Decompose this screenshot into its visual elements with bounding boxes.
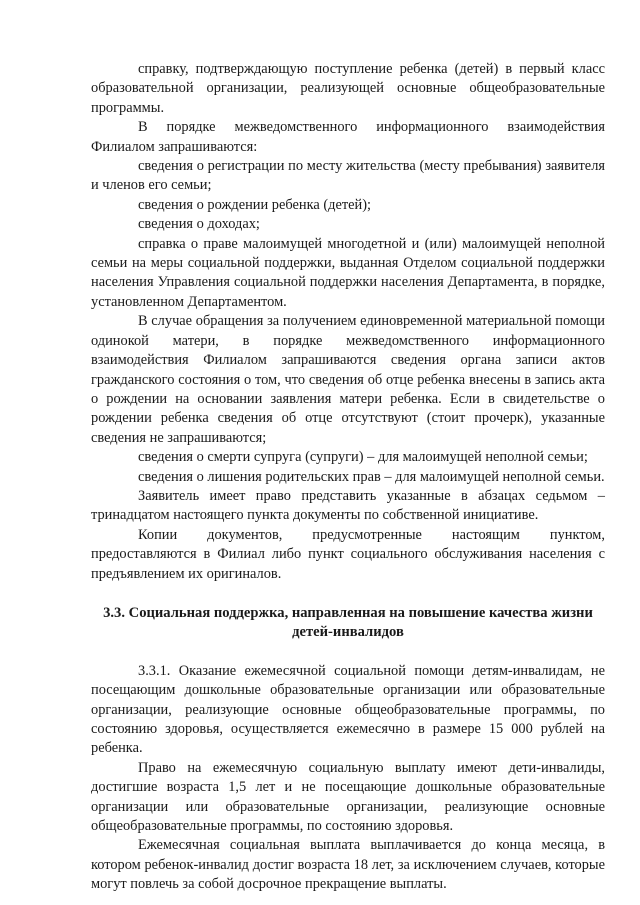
paragraph: Право на ежемесячную социальную выплату имеют дети-инвалиды, достигшие возраста 1,5 лет и не посещающие дошкольные образовательные организации или образовательные организации, реализующие основные общеобразовательные программы, по состоянию здоровья. — [91, 759, 605, 835]
paragraph: Копии документов, предусмотренные настоящим пунктом, предоставляются в Филиал либо пункт социального обслуживания населения с предъявлением их оригиналов. — [91, 526, 605, 582]
document-body — [91, 60, 605, 895]
paragraph: сведения о регистрации по месту жительства (месту пребывания) заявителя и членов его семьи; — [91, 158, 605, 194]
paragraph: справка о праве малоимущей многодетной и (или) малоимущей неполной семьи на меры социальной поддержки, выданная Отделом социальной поддержки населения Управления социальной поддержки населения Департамента, в порядке, установленном Департаментом. — [91, 235, 605, 310]
paragraph: сведения о смерти супруга (супруги) – для малоимущей неполной семьи; — [138, 449, 588, 466]
paragraph: сведения о рождении ребенка (детей); — [138, 196, 372, 213]
paragraph: сведения о лишения родительских прав – для малоимущей неполной семьи. — [138, 468, 605, 485]
section-heading: 3.3. Социальная поддержка, направленная на повышение качества жизни детей-инвалидов — [103, 604, 593, 641]
paragraph: Ежемесячная социальная выплата выплачивается до конца месяца, в котором ребенок-инвалид достиг возраста 18 лет, за исключением случаев, которые могут повлечь за собой досрочное прекращение выплаты. — [91, 837, 605, 893]
paragraph: В случае обращения за получением единовременной материальной помощи одинокой матери, в порядке межведомственного информационного взаимодействия Филиалом запрашиваются сведения органа записи актов гражданского состояния о том, что сведения об отце ребенка внесены в запись акта о рождении на основании заявления матери ребенка. Если в свидетельстве о рождении ребенка сведения об отце отсутствуют (стоит прочерк), указанные сведения не запрашиваются; — [91, 313, 605, 446]
paragraph: Заявитель имеет право представить указанные в абзацах седьмом – тринадцатом настоящего пункта документы по собственной инициативе. — [91, 487, 605, 524]
paragraph: В порядке межведомственного информационного взаимодействия Филиалом запрашиваются: — [91, 119, 605, 155]
paragraph: 3.3.1. Оказание ежемесячной социальной помощи детям-инвалидам, не посещающим дошкольные образовательные организации или образовательные организации, реализующие основные общеобразовательные программы, по состоянию здоровья, осуществляется ежемесячно в размере 15 000 рублей на ребенка. — [91, 662, 605, 757]
paragraph: сведения о доходах; — [138, 216, 260, 233]
paragraph: справку, подтверждающую поступление ребенка (детей) в первый класс образовательной организации, реализующей основные общеобразовательные программы. — [91, 61, 605, 116]
